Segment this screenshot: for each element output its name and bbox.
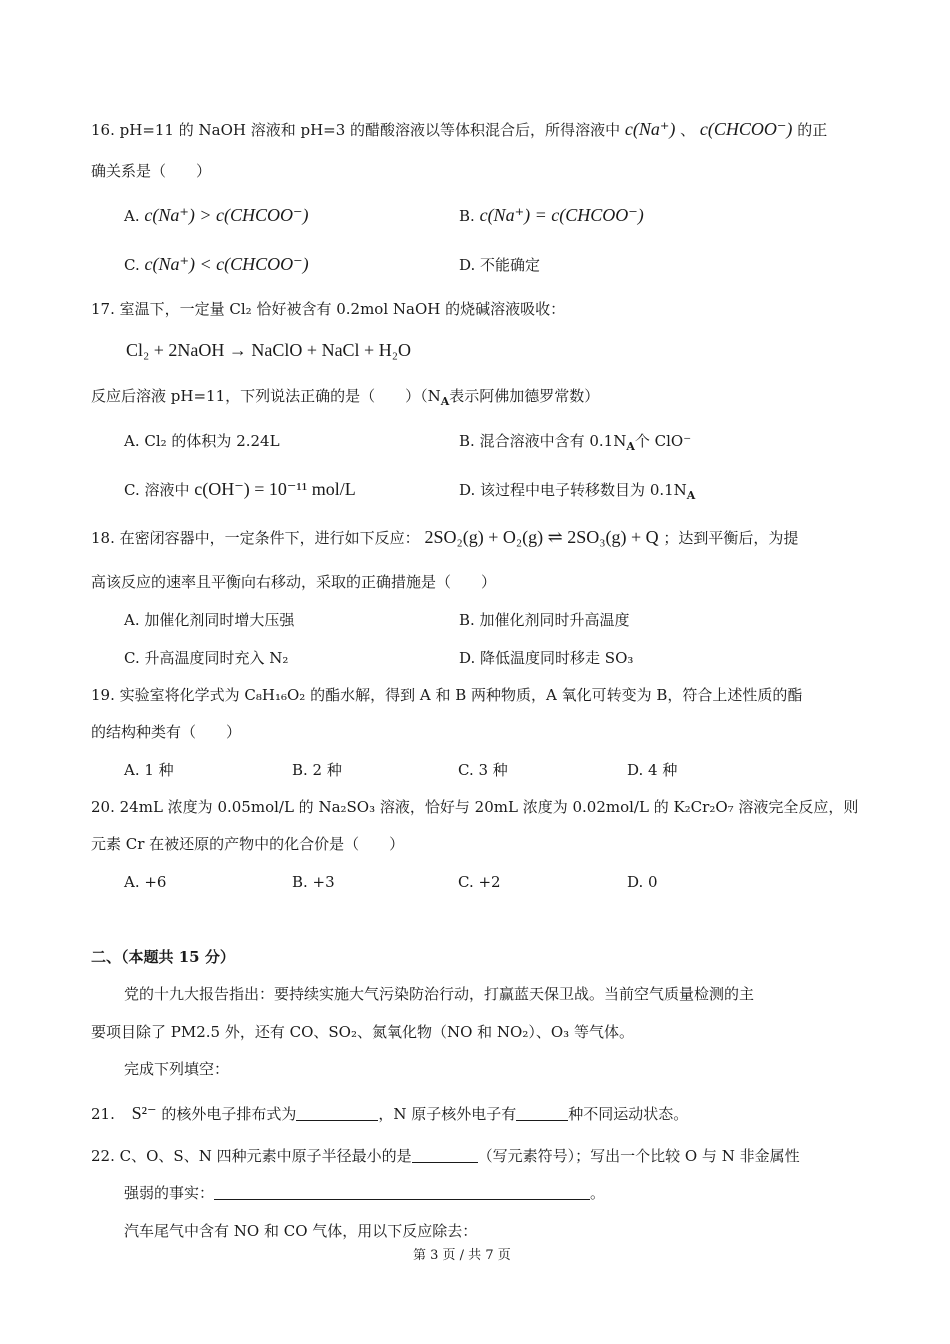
q20-option-d: D. 0 [627, 873, 658, 891]
q17-text: 室温下，一定量 Cl₂ 恰好被含有 0.2mol NaOH 的烧碱溶液吸收： [119, 300, 566, 318]
q17-equation: Cl₂ + 2NaOH → NaClO + NaCl + H₂O [126, 340, 411, 360]
option-expr: c(Na⁺) = c(CHCOO⁻) [479, 205, 644, 225]
q21-text-c: 种不同运动状态。 [568, 1105, 689, 1123]
q16-number: 16. [91, 121, 115, 139]
option-text-end: 个 ClO⁻ [634, 432, 692, 450]
q19-option-c: C. 3 种 [458, 761, 508, 779]
q16-line2: 确关系是（ ） [91, 162, 212, 180]
option-text: 不能确定 [480, 256, 541, 274]
q20-line1 [91, 798, 858, 816]
q17-option-b [459, 432, 691, 453]
option-label: C. [124, 256, 140, 274]
q17-subscript: A [440, 395, 450, 408]
q22-text-c: 强弱的事实： [124, 1184, 215, 1202]
q19-option-a: A. 1 种 [124, 761, 174, 779]
q17-number: 17. [91, 300, 115, 318]
option-subscript: A [626, 440, 635, 453]
q18-text: 在密闭容器中，一定条件下，进行如下反应： [119, 529, 420, 547]
q17-text-b: 反应后溶液 pH=11，下列说法正确的是（ ）（N [91, 387, 441, 405]
q18-option-a: A. 加催化剂同时增大压强 [124, 611, 295, 629]
q17-text-b-end: 表示阿佛加德罗常数） [449, 387, 600, 405]
option-text: 该过程中电子转移数目为 0.1N [480, 481, 687, 499]
q18-option-b: B. 加催化剂同时升高温度 [459, 611, 630, 629]
section-para-2: 要项目除了 PM2.5 外，还有 CO、SO₂、氮氧化物（NO 和 NO₂）、O₃ 等气体。 [91, 1023, 634, 1041]
section-heading: 二、（本题共 15 分） [91, 948, 235, 966]
q21-blank-1[interactable] [296, 1106, 378, 1121]
q17-option-a: A. Cl₂ 的体积为 2.24L [124, 432, 280, 450]
option-text: 溶液中 [144, 481, 190, 499]
q20-number: 20. [91, 798, 115, 816]
q21-ion: S²⁻ [131, 1103, 157, 1123]
q22-text-b: （写元素符号）；写出一个比较 O 与 N 非金属性 [477, 1147, 800, 1165]
section-para-1: 党的十九大报告指出：要持续实施大气污染防治行动，打赢蓝天保卫战。当前空气质量检测的主 [124, 985, 755, 1003]
q20-option-c: C. +2 [458, 873, 501, 891]
q21-line [91, 1103, 688, 1125]
option-text: 混合溶液中含有 0.1N [479, 432, 627, 450]
q18-option-d: D. 降低温度同时移走 SO₃ [459, 649, 634, 667]
q21-text-a: 的核外电子排布式为 [161, 1105, 297, 1123]
q17-line3 [91, 387, 599, 408]
q21-number: 21. [91, 1105, 115, 1123]
q16-expr-na: c(Na⁺) [624, 119, 676, 139]
q16-option-c [124, 254, 309, 276]
option-label: D. [459, 481, 476, 499]
q22-blank-1[interactable] [412, 1148, 478, 1163]
q19-line2: 的结构种类有（ ） [91, 723, 242, 741]
q19-option-d: D. 4 种 [627, 761, 678, 779]
option-expr: c(OH⁻) = 10⁻¹¹ mol/L [194, 479, 356, 499]
tail-paragraph: 汽车尾气中含有 NO 和 CO 气体，用以下反应除去： [124, 1222, 478, 1240]
q18-equation: 2SO₂(g) + O₂(g) ⇌ 2SO₃(g) + Q [424, 527, 659, 547]
q22-line2 [124, 1184, 605, 1202]
q20-line2: 元素 Cr 在被还原的产物中的化合价是（ ） [91, 835, 405, 853]
q18-line1 [91, 527, 798, 549]
q22-line1 [91, 1147, 800, 1165]
q18-option-c: C. 升高温度同时充入 N₂ [124, 649, 289, 667]
q16-text-tail: 的正 [797, 121, 828, 139]
q17-option-c [124, 479, 356, 501]
option-expr: c(Na⁺) < c(CHCOO⁻) [144, 254, 309, 274]
q18-number: 18. [91, 529, 115, 547]
q16-text: pH=11 的 NaOH 溶液和 pH=3 的醋酸溶液以等体积混合后，所得溶液中 [119, 121, 621, 139]
q21-text-b: ，N 原子核外电子有 [378, 1105, 517, 1123]
page-footer: 第 3 页 / 共 7 页 [413, 1248, 511, 1263]
q19-line1 [91, 686, 802, 704]
q17-line1 [91, 300, 565, 318]
q16-line1 [91, 119, 827, 141]
q16-option-a [124, 205, 309, 227]
option-expr: c(Na⁺) > c(CHCOO⁻) [144, 205, 309, 225]
option-label: B. [459, 207, 475, 225]
q16-expr-ac: c(CHCOO⁻) [699, 119, 793, 139]
q18-text-b: ；达到平衡后，为提 [663, 529, 799, 547]
section-para-3: 完成下列填空： [124, 1060, 230, 1078]
option-subscript: A [686, 489, 696, 502]
q22-blank-2[interactable] [214, 1185, 590, 1200]
q16-sep: 、 [680, 121, 696, 139]
q22-text-a: C、O、S、N 四种元素中原子半径最小的是 [119, 1147, 412, 1165]
q22-number: 22. [91, 1147, 115, 1165]
q20-option-a: A. +6 [124, 873, 167, 891]
q19-option-b: B. 2 种 [292, 761, 342, 779]
q16-option-b [459, 205, 644, 227]
option-label: D. [459, 256, 476, 274]
q19-text: 实验室将化学式为 C₈H₁₆O₂ 的酯水解，得到 A 和 B 两种物质，A 氧化可转变为 B，符合上述性质的酯 [119, 686, 803, 704]
option-label: A. [124, 207, 140, 225]
q21-blank-2[interactable] [516, 1106, 568, 1121]
q20-text: 24mL 浓度为 0.05mol/L 的 Na₂SO₃ 溶液，恰好与 20mL 浓度为 0.02mol/L 的 K₂Cr₂O₇ 溶液完全反应，则 [119, 798, 859, 816]
option-label: C. [124, 481, 140, 499]
q20-option-b: B. +3 [292, 873, 335, 891]
q16-option-d [459, 256, 540, 274]
option-label: B. [459, 432, 475, 450]
q22-text-d: 。 [590, 1184, 606, 1202]
q17-option-d [459, 481, 695, 502]
q19-number: 19. [91, 686, 115, 704]
q18-line2: 高该反应的速率且平衡向右移动，采取的正确措施是（ ） [91, 573, 497, 591]
